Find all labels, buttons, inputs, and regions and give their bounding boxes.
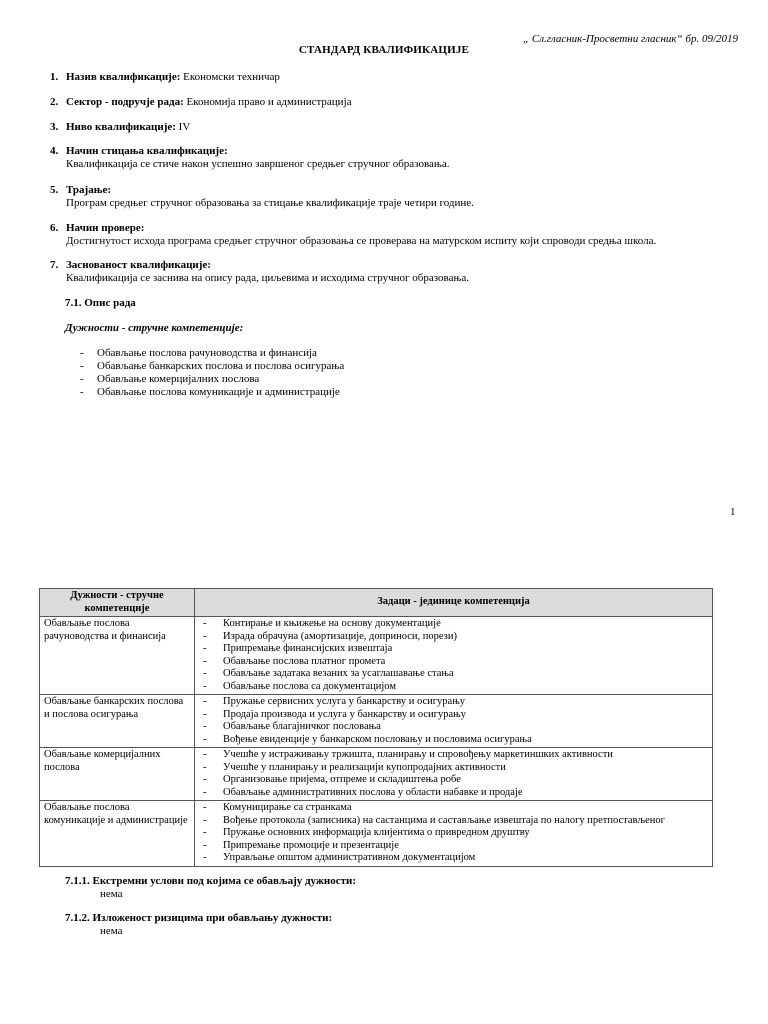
task-item: - Организовање пријема, отпреме и складиштења робе: [199, 774, 708, 787]
table-header-row: [40, 589, 713, 617]
task-item: - Продаја производа и услуга у банкарству и осигурању: [199, 709, 708, 722]
tasks-cell: [195, 801, 713, 867]
section-7-1-2-heading: 7.1.2. Изложеност ризицима при обављању дужности:: [65, 912, 333, 924]
item-number: 5.: [50, 184, 59, 196]
task-item: - Пружање основних информација клијентима о привредном друштву: [199, 827, 708, 840]
item-label: Назив квалификације:: [66, 71, 181, 83]
item-duration: [50, 184, 740, 210]
item-text: Квалификација се стиче након успешно завршеног средњег стручног образовања.: [66, 158, 450, 170]
item-assessment: [50, 222, 740, 248]
task-item: - Обављање благајничког пословања: [199, 721, 708, 734]
duty-cell: Обављање комерцијалних послова: [40, 748, 195, 801]
item-qualification-name: [50, 71, 740, 84]
item-number: 3.: [50, 121, 59, 133]
task-item: - Вођење протокола (записника) на састанцима и састављање извештаја по налогу претпостављеног: [199, 815, 708, 828]
task-item: - Учешће у истраживању тржишта, планирању и спровођењу маркетиншких активности: [199, 749, 708, 762]
task-item: - Пружање сервисних услуга у банкарству и осигурању: [199, 696, 708, 709]
column-header-tasks: Задаци - јединице компетенција: [195, 589, 713, 617]
item-text: Достигнутост исхода програма средњег стручног образовања се проверава на матурском испиту који спроводи средња школа.: [66, 235, 657, 247]
item-label: Заснованост квалификације:: [66, 259, 211, 271]
item-number: 4.: [50, 145, 59, 157]
list-item: - Обављање послова комуникације и администрације: [80, 386, 344, 399]
section-7-1-1-heading: 7.1.1. Екстремни услови под којима се обављају дужности:: [65, 875, 357, 887]
tasks-cell: [195, 695, 713, 748]
gazette-reference: „ Сл.гласник-Просветни гласник“ бр. 09/2019: [523, 33, 738, 45]
task-item: - Комуницирање са странкама: [199, 802, 708, 815]
duty-cell: Обављање послова рачуноводства и финансија: [40, 617, 195, 695]
task-item: - Обављање послова платног промета: [199, 656, 708, 669]
table-row: [40, 748, 713, 801]
task-item: - Припремање финансијских извештаја: [199, 643, 708, 656]
section-7-1-2-value: нема: [100, 925, 123, 937]
item-number: 6.: [50, 222, 59, 234]
item-sector: [50, 96, 740, 109]
item-label: Начин стицања квалификације:: [66, 145, 228, 157]
table-row: [40, 801, 713, 867]
task-item: - Обављање послова са документацијом: [199, 681, 708, 694]
table-row: [40, 617, 713, 695]
column-header-duties: Дужности - стручне компетенције: [40, 589, 195, 617]
list-item: - Обављање банкарских послова и послова осигурања: [80, 360, 344, 373]
task-item: - Контирање и књижење на основу документације: [199, 618, 708, 631]
item-number: 7.: [50, 259, 59, 271]
list-item: - Обављање комерцијалних послова: [80, 373, 344, 386]
duty-cell: Обављање послова комуникације и администрације: [40, 801, 195, 867]
task-item: - Припремање промоције и презентације: [199, 840, 708, 853]
competency-table: [39, 588, 713, 867]
task-item: - Вођење евиденције у банкарском пословању и пословима осигурања: [199, 734, 708, 747]
item-label: Трајање:: [66, 184, 112, 196]
list-item: - Обављање послова рачуноводства и финансија: [80, 347, 344, 360]
tasks-cell: [195, 617, 713, 695]
item-value: Економски техничар: [180, 71, 280, 83]
task-item: - Обављање задатака везаних за усаглашавање стања: [199, 668, 708, 681]
section-7-1-heading: 7.1. Опис рада: [65, 297, 136, 309]
tasks-cell: [195, 748, 713, 801]
task-item: - Учешће у планирању и реализацији купопродајних активности: [199, 762, 708, 775]
item-acquisition: [50, 145, 740, 171]
item-level: [50, 121, 740, 134]
item-label: Сектор - подручје рада:: [66, 96, 184, 108]
item-text: Квалификација се заснива на опису рада, циљевима и исходима стручног образовања.: [66, 272, 470, 284]
document-title: СТАНДАРД КВАЛИФИКАЦИЈЕ: [298, 44, 470, 56]
item-text: Програм средњег стручног образовања за стицање квалификације траје четири године.: [66, 197, 474, 209]
page-number: 1: [730, 506, 736, 518]
task-item: - Обављање административних послова у области набавке и продаје: [199, 787, 708, 800]
item-number: 2.: [50, 96, 59, 108]
item-value: IV: [175, 121, 191, 133]
item-label: Ниво квалификације:: [66, 121, 176, 133]
item-number: 1.: [50, 71, 59, 83]
task-item: - Управљање општом административном документацијом: [199, 852, 708, 865]
section-7-1-1-value: нема: [100, 888, 123, 900]
task-item: - Израда обрачуна (амортизације, доприноси, порези): [199, 631, 708, 644]
duties-heading: Дужности - стручне компетенције:: [65, 322, 244, 334]
item-value: Економија право и администрација: [183, 96, 352, 108]
table-row: [40, 695, 713, 748]
duties-list: [80, 347, 344, 399]
item-label: Начин провере:: [66, 222, 145, 234]
duty-cell: Обављање банкарских послова и послова осигурања: [40, 695, 195, 748]
item-basis: [50, 259, 740, 285]
